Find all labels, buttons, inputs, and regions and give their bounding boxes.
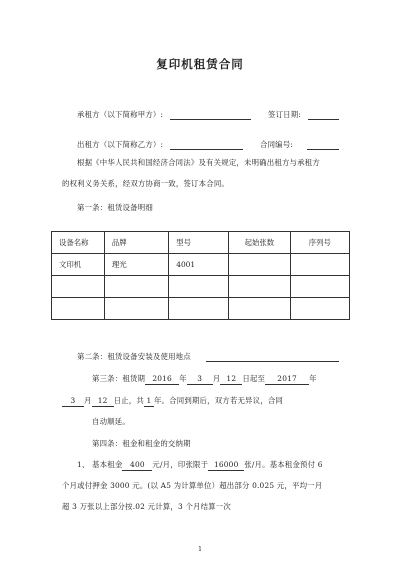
document-title: 复印机租赁合同 bbox=[156, 57, 244, 71]
sign-date-label: 签订日期: bbox=[268, 110, 302, 119]
table-cell[interactable]: 4001 bbox=[169, 254, 229, 276]
col-header-model: 型号 bbox=[169, 232, 229, 254]
article-2-heading: 第二条：租赁设备安装及使用地点 bbox=[77, 352, 191, 361]
total-years[interactable]: 1 bbox=[144, 396, 154, 407]
start-day[interactable]: 12 bbox=[220, 374, 242, 385]
base-rent[interactable]: 400 bbox=[122, 460, 152, 471]
table-cell[interactable]: 文印机 bbox=[52, 254, 105, 276]
page-number: 1 bbox=[198, 546, 202, 553]
table-cell[interactable]: 理光 bbox=[104, 254, 168, 276]
intro-line-1: 根据《中华人民共和国经济合同法》及有关规定，未明确出租方与承租方 bbox=[77, 158, 320, 167]
equipment-table bbox=[51, 231, 350, 320]
print-limit[interactable]: 16000 bbox=[208, 460, 244, 471]
start-year[interactable]: 2016 bbox=[145, 374, 179, 385]
start-month[interactable]: 3 bbox=[187, 374, 213, 385]
end-year[interactable]: 2017 bbox=[265, 374, 309, 385]
col-header-device: 设备名称 bbox=[52, 232, 105, 254]
lessor-blank[interactable] bbox=[170, 149, 243, 150]
table-cell[interactable] bbox=[290, 298, 349, 320]
table-cell[interactable] bbox=[290, 254, 349, 276]
table-row bbox=[52, 276, 350, 298]
col-header-brand: 品牌 bbox=[104, 232, 168, 254]
table-cell[interactable] bbox=[169, 298, 229, 320]
table-cell[interactable] bbox=[229, 298, 290, 320]
contract-no-blank[interactable] bbox=[307, 149, 339, 150]
end-month[interactable]: 3 bbox=[62, 396, 84, 407]
table-row bbox=[52, 298, 350, 320]
article-3-line-1: 第三条：租赁期 2016 年 3 月 12 日起至 2017 年 bbox=[92, 374, 317, 383]
article-3-line-3: 自动顺延。 bbox=[92, 417, 130, 426]
col-header-serial: 序列号 bbox=[290, 232, 349, 254]
lessor-label: 出租方（以下简称乙方）: bbox=[77, 140, 164, 149]
table-cell[interactable] bbox=[52, 276, 105, 298]
sign-date-blank[interactable] bbox=[308, 119, 339, 120]
contract-no-label: 合同编号: bbox=[260, 140, 294, 149]
table-cell[interactable] bbox=[229, 254, 290, 276]
article-4-para-1: 1、 基本租金 400 元/月，印张限于 16000 张/月。基本租金预付 6 bbox=[77, 460, 323, 469]
table-cell[interactable] bbox=[52, 298, 105, 320]
table-header-row bbox=[52, 232, 350, 254]
article-4-line-2: 个月或付押金 3000 元。(以 A5 为计算单位）超出部分 0.025 元，平均一月 bbox=[62, 481, 323, 490]
table-cell[interactable] bbox=[229, 276, 290, 298]
table-cell[interactable] bbox=[290, 276, 349, 298]
article-4-heading: 第四条：租金和租金的交纳期 bbox=[92, 439, 191, 448]
table-cell[interactable] bbox=[104, 276, 168, 298]
col-header-start-count: 起始张数 bbox=[229, 232, 290, 254]
table-cell[interactable] bbox=[169, 276, 229, 298]
table-row bbox=[52, 254, 350, 276]
article-3-line-2: 3 月 12 日止，共 1 年。合同到期后，双方若无异议，合同 bbox=[62, 396, 283, 407]
end-day[interactable]: 12 bbox=[92, 396, 114, 407]
table-cell[interactable] bbox=[104, 298, 168, 320]
lessee-label: 承租方（以下简称甲方）: bbox=[77, 110, 164, 119]
lessee-blank[interactable] bbox=[170, 119, 251, 120]
article-4-line-3: 超 3 万张以上部分按.02 元计算，3 个月结算一次 bbox=[62, 502, 231, 511]
install-location-blank[interactable] bbox=[206, 361, 339, 362]
article-1-heading: 第一条：租赁设备明细 bbox=[77, 203, 153, 212]
intro-line-2: 的权利义务关系，经双方协商一致，签订本合同。 bbox=[62, 179, 229, 188]
